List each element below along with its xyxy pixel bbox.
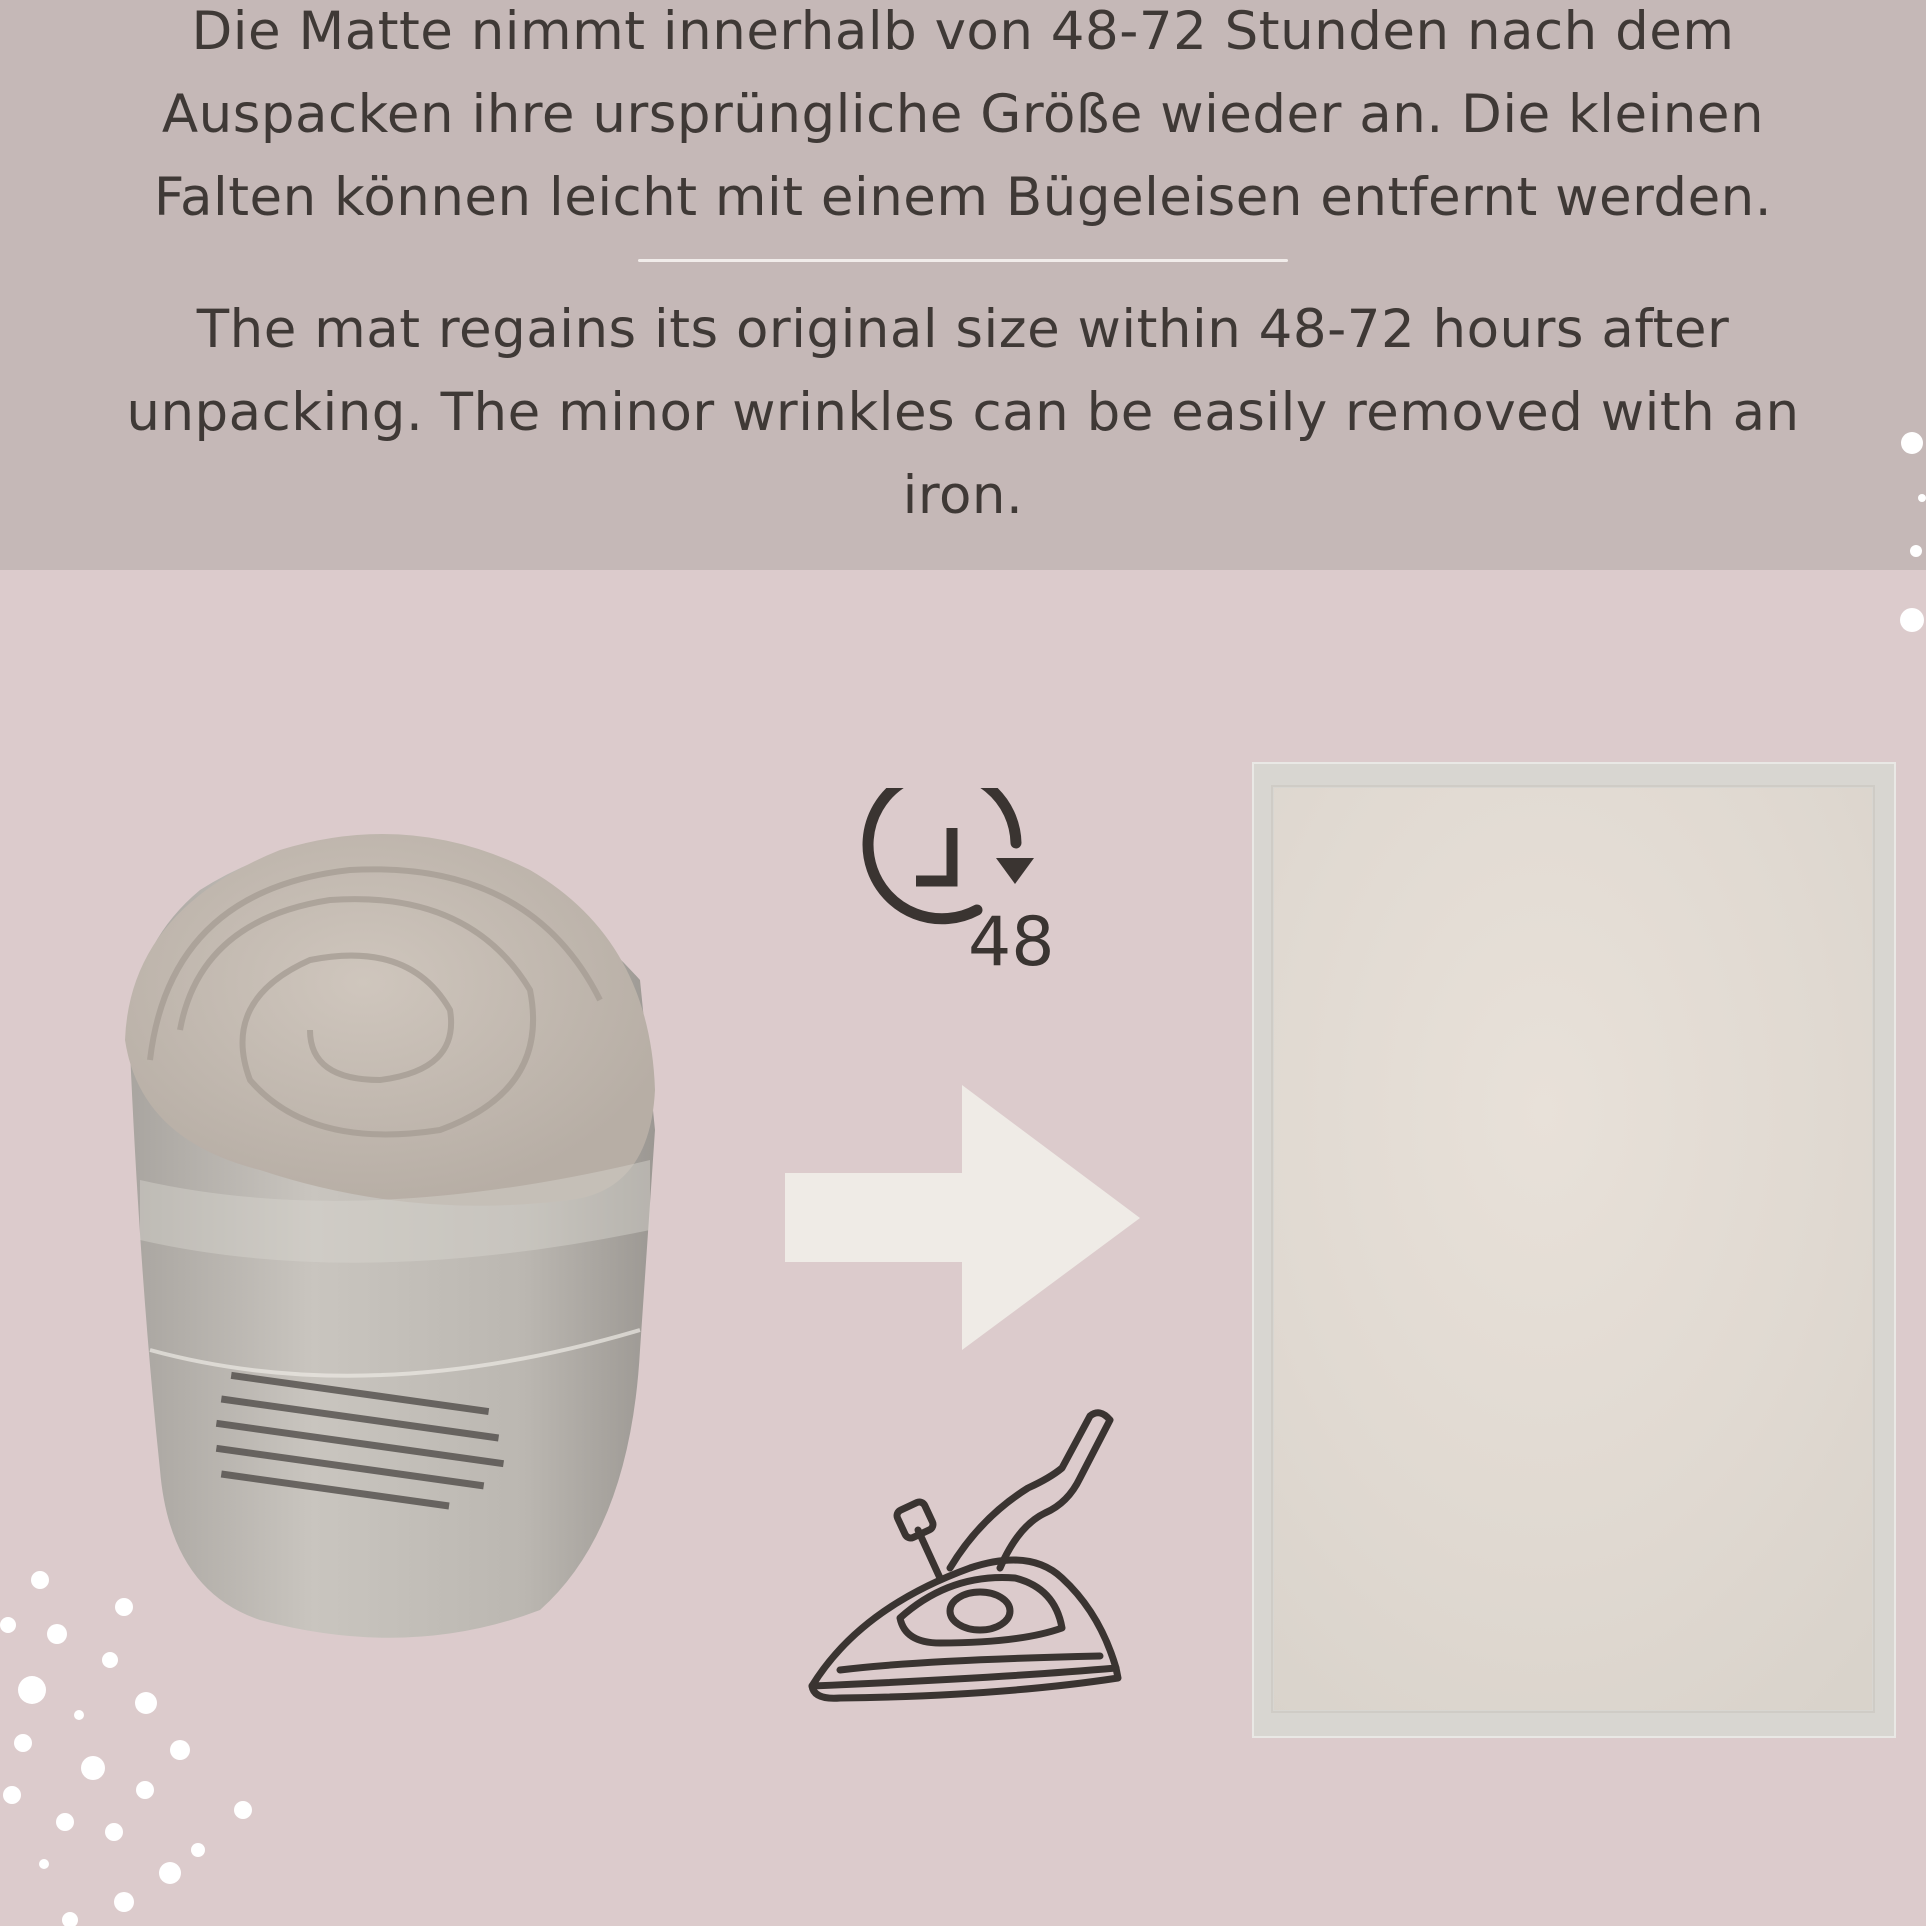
arrow-right-icon (785, 1085, 1140, 1350)
header-banner (0, 0, 1926, 570)
description-english: The mat regains its original size within 48-72 hours after unpacking. The minor wrinkles can be easily removed with an iron. (126, 299, 1800, 526)
description-german: Die Matte nimmt innerhalb von 48-72 Stunden nach dem Auspacken ihre ursprüngliche Größe wieder an. Die kleinen Falten können leicht mit einem Bügeleisen entfernt werden. (153, 1, 1773, 228)
iron-icon (800, 1408, 1125, 1703)
rolled-mat-photo (110, 830, 670, 1640)
clock-label: 48 (968, 903, 1055, 973)
clock-48-icon (860, 788, 1070, 973)
divider (638, 259, 1288, 262)
unrolled-mat-photo (1252, 762, 1896, 1738)
